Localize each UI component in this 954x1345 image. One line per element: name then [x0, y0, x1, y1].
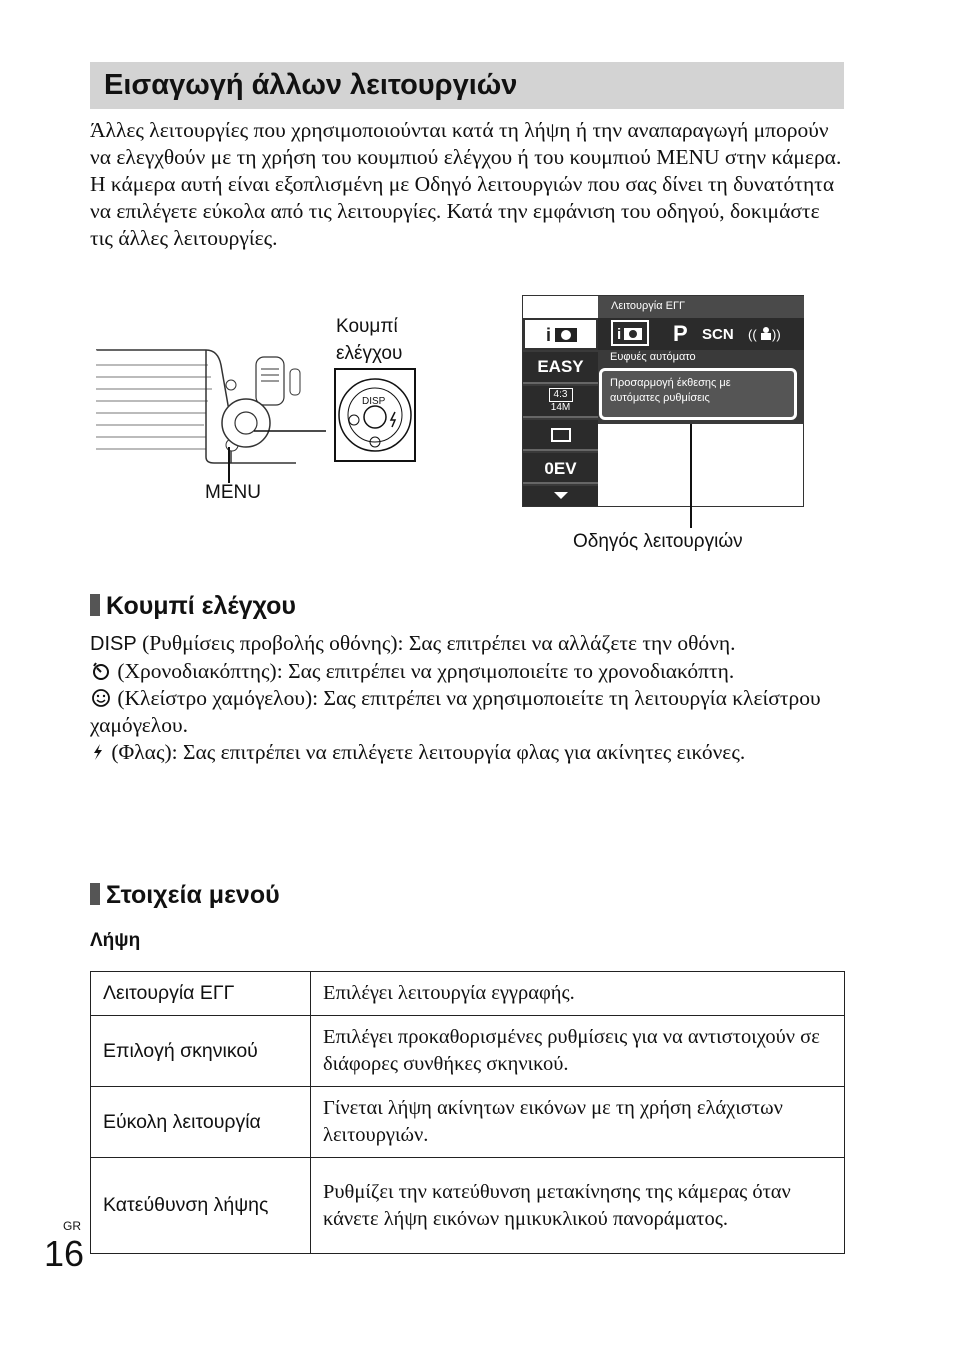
control-button-zoom [334, 368, 416, 462]
smile-shutter-icon [90, 688, 112, 708]
control-heading-text: Κουμπί ελέγχου [106, 592, 296, 620]
menu-item-desc: Επιλέγει λειτουργία εγγραφής. [311, 972, 845, 1016]
menu-items-table [90, 971, 845, 1254]
disp-description [90, 630, 842, 658]
menu-item-desc: Επιλέγει προκαθορισμένες ρυθμίσεις για να αντιστοιχούν σε διάφορες συνθήκες σκηνικού. [311, 1016, 845, 1087]
image-size-cell [523, 386, 598, 418]
table-row [91, 1087, 845, 1158]
intelligent-auto-bar [598, 350, 804, 364]
ev-cell: 0EV [523, 453, 598, 484]
svg-text:)): )) [772, 327, 781, 342]
image-size-value: 14M [550, 402, 571, 413]
section-marker-icon [90, 883, 100, 905]
language-code: GR [63, 1219, 81, 1233]
guide-leader-line [690, 424, 692, 528]
section-marker-icon [90, 594, 100, 616]
page-number: 16 [44, 1233, 85, 1274]
program-mode-icon: P [673, 321, 688, 346]
timer-text: (Χρονοδιακόπτης): Σας επιτρέπει να χρησιμοποιείτε το χρονοδιακόπτη. [117, 659, 735, 683]
smile-description [90, 685, 842, 739]
menu-item-name: Λειτουργία ΕΓΓ [91, 972, 311, 1016]
menu-heading-text: Στοιχεία μενού [106, 881, 280, 909]
disp-text: (Ρυθμίσεις προβολής οθόνης): Σας επιτρέπει να αλλάζετε την οθόνη. [142, 631, 736, 655]
page-title-bar [90, 62, 844, 109]
lcd-screen-illustration [522, 295, 804, 507]
page-title: Εισαγωγή άλλων λειτουργιών [104, 69, 518, 101]
menu-label: MENU [205, 482, 261, 503]
intro-paragraph: Άλλες λειτουργίες που χρησιμοποιούνται κατά τη λήψη ή την αναπαραγωγή μπορούν να ελεγχθούν με τη χρήση του κουμπιού ελέγχου ή του κουμπιού MENU στην κάμερα. Η κάμερα αυτή είναι εξοπλισμένη με Οδηγό λειτουργιών που σας δίνει τη δυνατότητα να επιλέγετε εύκολα από τις λειτουργίες. Κατά την εμφάνιση του οδηγού, δοκιμάστε τις άλλες λειτουργίες. [90, 118, 842, 250]
svg-text:i: i [617, 326, 622, 343]
rec-mode-bar [598, 296, 804, 318]
smile-text: (Κλείστρο χαμόγελου): Σας επιτρέπει να χρησιμοποιείτε τη λειτουργία κλείστρου χαμόγελου. [90, 686, 821, 737]
disp-key: DISP [90, 633, 137, 655]
menu-item-desc: Ρυθμίζει την κατεύθυνση μετακίνησης της κάμερας όταν κάνετε λήψη εικόνων ημικυκλικού πανοράματος. [311, 1158, 845, 1254]
intelligent-auto-icon [611, 320, 649, 346]
control-button-label-1: Κουμπί [336, 316, 398, 337]
menu-item-desc: Γίνεται λήψη ακίνητων εικόνων με τη χρήση ελάχιστων λειτουργιών. [311, 1087, 845, 1158]
easy-mode-cell: EASY [523, 352, 598, 384]
table-row [91, 972, 845, 1016]
rec-mode-cell [523, 318, 598, 350]
scene-mode-icon: SCN [702, 326, 734, 343]
scroll-down-cell [523, 486, 598, 506]
single-shot-icon [551, 428, 571, 442]
menu-leader-line [228, 447, 230, 483]
svg-text:DISP: DISP [362, 396, 386, 407]
table-row [91, 1158, 845, 1254]
aspect-ratio-value: 4:3 [549, 388, 573, 402]
guide-text-line-1: Προσαρμογή έκθεσης με [610, 377, 731, 389]
flash-description [90, 739, 842, 766]
self-timer-icon [90, 661, 112, 681]
control-button-label-2: ελέγχου [336, 343, 403, 364]
mode-icon-row [598, 318, 804, 350]
drive-mode-cell [523, 420, 598, 451]
menu-item-name: Κατεύθυνση λήψης [91, 1158, 311, 1254]
function-guide-label: Οδηγός λειτουργιών [573, 531, 743, 552]
guide-text-line-2: αυτόματες ρυθμίσεις [610, 392, 710, 404]
table-row [91, 1016, 845, 1087]
svg-text:i: i [545, 325, 551, 345]
control-descriptions [90, 630, 842, 766]
rec-mode-title: Λειτουργία ΕΓΓ [611, 300, 686, 312]
timer-description [90, 658, 842, 685]
function-guide-box [599, 368, 797, 420]
shooting-subheading: Λήψη [90, 930, 141, 951]
menu-item-name: Εύκολη λειτουργία [91, 1087, 311, 1158]
svg-text:((: (( [748, 327, 757, 342]
flash-icon [90, 742, 106, 762]
flash-text: (Φλας): Σας επιτρέπει να επιλέγετε λειτουργία φλας για ακίνητες εικόνες. [111, 740, 746, 764]
camera-back-illustration [96, 345, 326, 470]
control-section-heading [90, 592, 296, 621]
menu-section-heading [90, 881, 280, 910]
sweep-panorama-icon [748, 324, 784, 344]
intelligent-auto-label: Ευφυές αυτόματο [610, 351, 696, 363]
intelligent-auto-camera-icon [526, 320, 596, 348]
triangle-down-icon [551, 489, 571, 503]
menu-item-name: Επιλογή σκηνικού [91, 1016, 311, 1087]
